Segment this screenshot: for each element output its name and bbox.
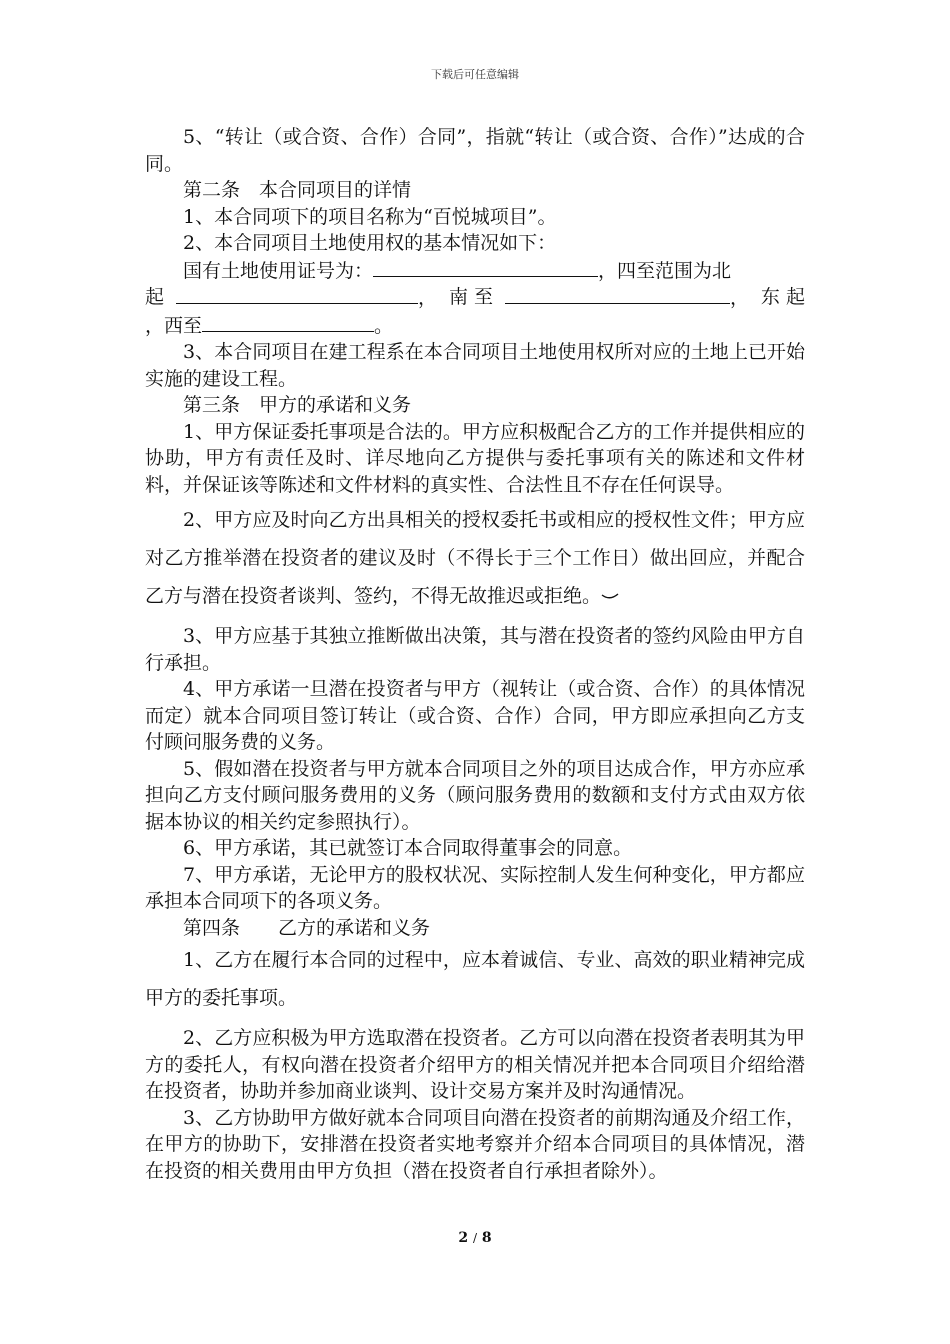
paragraph-3-1: 1、甲方保证委托事项是合法的。甲方应积极配合乙方的工作并提供相应的协助，甲方有责任及时、详尽地向乙方提供与委托事项有关的陈述和文件材料，并保证该等陈述和文件材料的真实性、合法性且不存在任何误导。 — [145, 420, 805, 496]
page-header: 下载后可任意编辑 — [431, 68, 519, 81]
paragraph-3-2-text: 2、甲方应及时向乙方出具相关的授权委托书或相应的授权性文件；甲方应对乙方推举潜在投资者的建议及时（不得长于三个工作日）做出回应，并配合乙方与潜在投资者谈判、签约，不得无故推迟或拒绝。 — [145, 509, 805, 607]
west-blank — [202, 312, 374, 332]
south-blank — [505, 284, 730, 304]
page-current: 2 — [458, 1230, 469, 1246]
page-separator: / — [472, 1231, 478, 1245]
paragraph-3-6: 6、甲方承诺，其已就签订本合同取得董事会的同意。 — [183, 837, 633, 859]
comma: ， — [417, 287, 437, 309]
article-3-heading — [145, 392, 805, 419]
paragraph-3-5: 5、假如潜在投资者与甲方就本合同项目之外的项目达成合作，甲方亦应承担向乙方支付顾问服务费用的义务（顾问服务费用的数额和支付方式由双方依据本协议的相关约定参照执行）。 — [145, 757, 805, 833]
paragraph-4-3: 3、乙方协助甲方做好就本合同项目向潜在投资者的前期沟通及介绍工作，在甲方的协助下，安排潜在投资者实地考察并介绍本合同项目的具体情况，潜在投资的相关费用由甲方负担（潜在投资者自行承担者除外）。 — [145, 1106, 805, 1182]
boundary-label: ，四至范围为北 — [598, 259, 732, 282]
comma: ， — [729, 287, 749, 309]
boundary-row — [145, 284, 805, 312]
article-3-title: 甲方的承诺和义务 — [259, 394, 412, 416]
paragraph-4-2: 2、乙方应积极为甲方选取潜在投资者。乙方可以向潜在投资者表明其为甲方的委托人，有权向潜在投资者介绍甲方的相关情况并把本合同项目介绍给潜在投资者，协助并参加商业谈判、设计交易方案并及时沟通情况。 — [145, 1027, 805, 1102]
paragraph-3-2 — [145, 501, 805, 615]
page-number — [0, 1230, 950, 1246]
article-4-number: 第四条 — [183, 916, 241, 939]
paragraph-3-3: 3、甲方应基于其独立推断做出决策，其与潜在投资者的签约风险由甲方自行承担。 — [145, 625, 805, 674]
curve-mark-icon — [601, 593, 619, 601]
page-content — [145, 124, 805, 1184]
south-label: 南 至 — [448, 286, 493, 308]
article-2-number: 第二条 — [183, 179, 241, 201]
paragraph-2-1: 1、本合同项下的项目名称为“百悦城项目”。 — [183, 205, 557, 228]
paragraph-3-4: 4、甲方承诺一旦潜在投资者与甲方（视转让（或合资、合作）的具体情况而定）就本合同项目签订转让（或合资、合作）合同，甲方即应承担向乙方支付顾问服务费的义务。 — [145, 678, 805, 753]
paragraph-2-land-cert — [145, 257, 805, 285]
article-2-heading — [145, 177, 805, 204]
period: 。 — [374, 314, 394, 337]
article-4-heading — [145, 915, 805, 942]
east-label: 东 起 — [760, 286, 805, 308]
article-2-title: 本合同项目的详情 — [259, 179, 412, 201]
west-label: ，西至 — [145, 314, 203, 337]
paragraph-2-2: 2、本合同项目土地使用权的基本情况如下： — [183, 232, 557, 254]
article-3-number: 第三条 — [183, 394, 241, 416]
paragraph-4-1: 1、乙方在履行本合同的过程中，应本着诚信、专业、高效的职业精神完成甲方的委托事项。 — [145, 949, 805, 1009]
north-label: 起 — [145, 286, 165, 308]
land-cert-label: 国有土地使用证号为： — [183, 259, 374, 282]
land-cert-blank — [373, 257, 598, 277]
north-blank — [176, 284, 418, 304]
paragraph-3-7: 7、甲方承诺，无论甲方的股权状况、实际控制人发生何种变化，甲方都应承担本合同项下的各项义务。 — [145, 863, 805, 912]
paragraph-2-3: 3、本合同项目在建工程系在本合同项目土地使用权所对应的土地上已开始实施的建设工程。 — [145, 341, 805, 390]
page-total: 8 — [481, 1230, 492, 1246]
west-row — [145, 312, 805, 340]
article-4-title: 乙方的承诺和义务 — [278, 916, 431, 939]
paragraph-1-5: 5、“转让（或合资、合作）合同”，指就“转让（或合资、合作）”达成的合同。 — [145, 126, 805, 175]
